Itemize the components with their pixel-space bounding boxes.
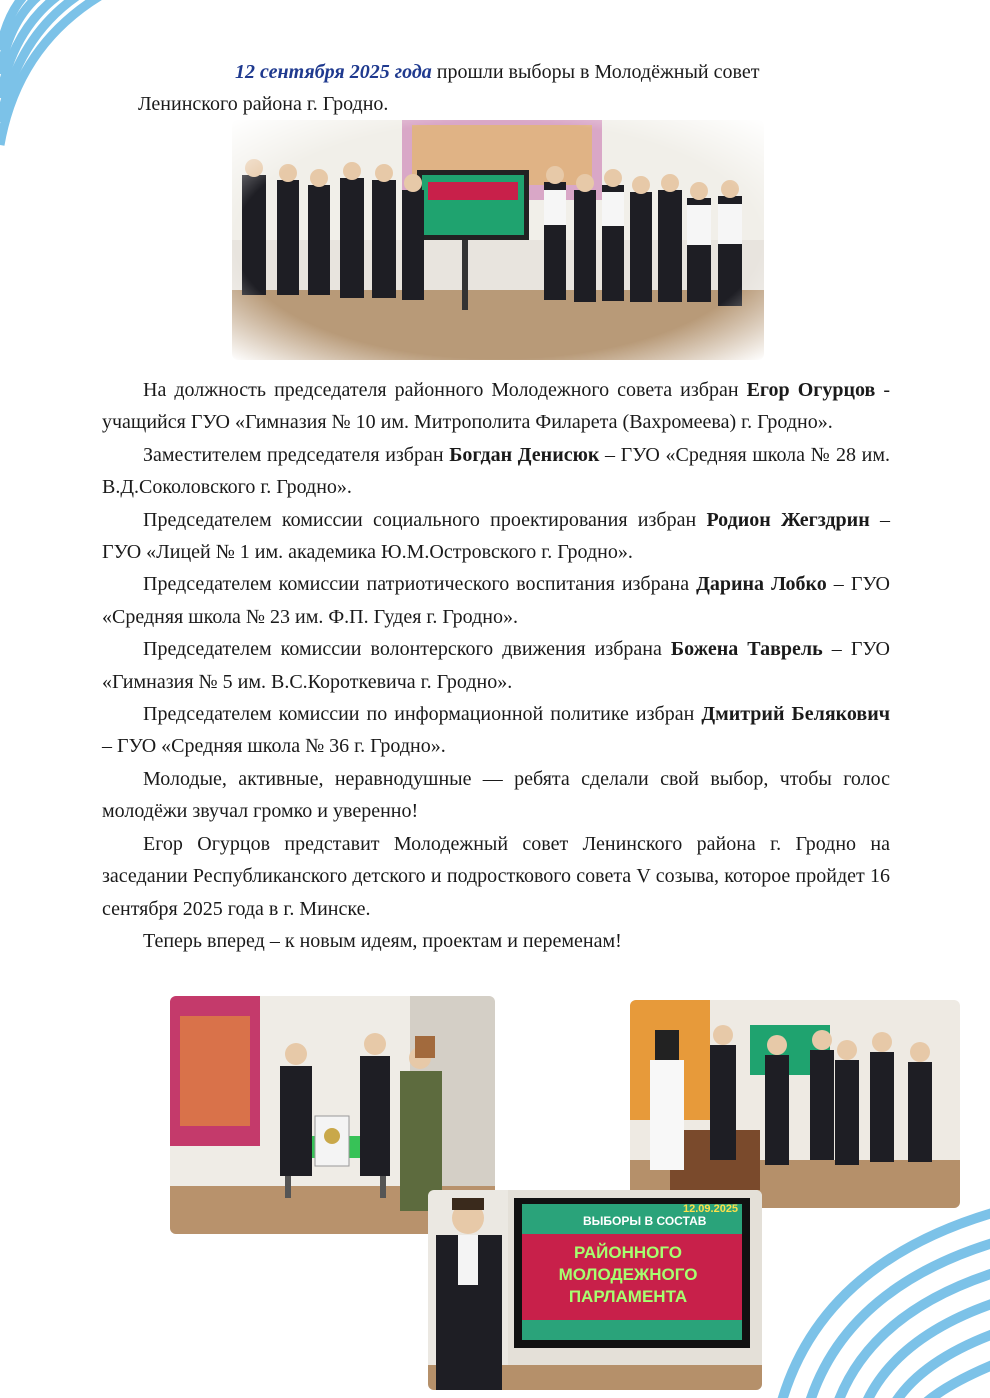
intro-text: 12 сентября 2025 года прошли выборы в Молодёжный совет Ленинского района г. Гродно.	[138, 61, 760, 115]
paragraph-patriotic-commission: Председателем комиссии патриотического воспитания избрана Дарина Лобко – ГУО «Средняя школа № 23 им. Ф.П. Гудея г. Гродно».	[102, 573, 890, 628]
screen-title-line2: РАЙОННОГО	[574, 1243, 682, 1262]
applause-photo	[630, 1000, 960, 1208]
paragraph-deputy: Заместителем председателя избран Богдан Денисюк – ГУО «Средняя школа № 28 им. В.Д.Соколовского г. Гродно».	[102, 443, 891, 499]
paragraph-social-commission: Председателем комиссии социального проектирования избран Родион Жегздрин – ГУО «Лицей № 1 им. академика Ю.М.Островского г. Гродно».	[102, 508, 890, 564]
screen-photo	[428, 1190, 762, 1390]
paragraph-info-commission: Председателем комиссии по информационной политике избран Дмитрий Белякович – ГУО «Средняя школа № 36 г. Гродно».	[102, 703, 891, 758]
article-body	[102, 374, 890, 957]
event-date: 12 сентября 2025 года	[235, 61, 432, 83]
group-photo	[232, 120, 764, 360]
paragraph-chairman: На должность председателя районного Молодежного совета избран Егор Огурцов - учащийся ГУО «Гимназия № 10 им. Митрополита Филарета (Вахромеева) г. Гродно».	[102, 379, 890, 434]
paragraph-volunteer-commission: Председателем комиссии волонтерского движения избрана Божена Таврель – ГУО «Гимназия № 5 им. В.С.Короткевича г. Гродно».	[102, 638, 890, 693]
paragraph-youth: Молодые, активные, неравнодушные — ребята сделали свой выбор, чтобы голос молодёжи звучал громко и уверенно!	[102, 767, 890, 823]
paragraph-minsk: Егор Огурцов представит Молодежный совет Ленинского района г. Гродно на заседании Республиканского детского и подросткового совета V созыва, которое пройдет 16 сентября 2025 года в г. Минске.	[102, 832, 890, 920]
screen-title-line3: МОЛОДЕЖНОГО	[558, 1265, 698, 1284]
screen-title-line1: ВЫБОРЫ В СОСТАВ	[583, 1214, 707, 1228]
screen-date: 12.09.2025	[683, 1203, 739, 1215]
paragraph-closing: Теперь вперед – к новым идеям, проектам и переменам!	[143, 929, 622, 952]
screen-title-line4: ПАРЛАМЕНТА	[568, 1287, 688, 1306]
